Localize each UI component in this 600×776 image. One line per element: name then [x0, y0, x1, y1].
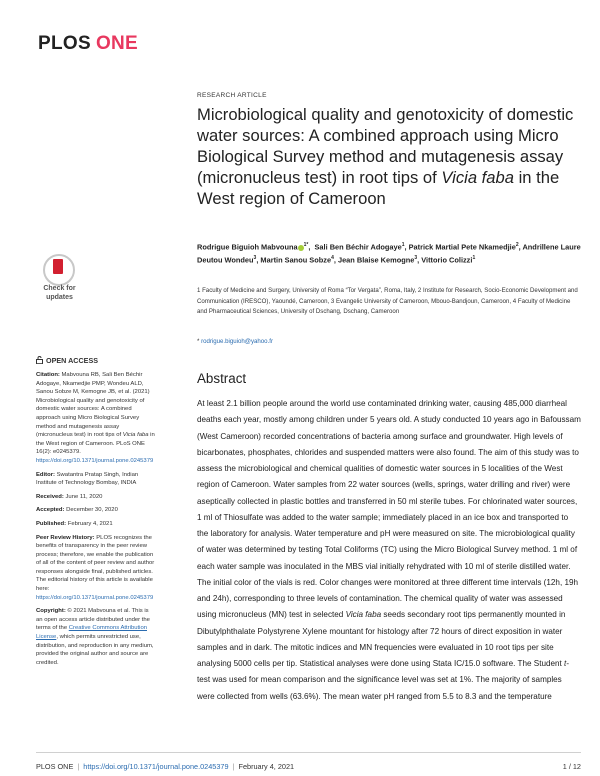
article-type: RESEARCH ARTICLE: [197, 92, 267, 99]
license-link[interactable]: Creative Commons Attribution License: [36, 625, 147, 641]
citation-doi-link[interactable]: https://doi.org/10.1371/journal.pone.0245379: [36, 457, 154, 464]
peer-review-block: Peer Review History: PLOS recognizes the benefits of transparency in the peer review process; therefore, we enable the publication of all of the content of peer review and author responses alongside final, published articles. The editorial history of this article is available here: https://doi.org/10.1371/journal.pone.0245379: [36, 534, 155, 601]
footer-journal: PLOS ONE: [36, 762, 74, 771]
author-name: Vittorio Colizzi: [421, 255, 473, 265]
check-for-updates-label: Check for updates: [43, 285, 76, 301]
published-date: Published: February 4, 2021: [36, 520, 113, 527]
accepted-date: Accepted: December 30, 2020: [36, 507, 118, 514]
logo-one: ONE: [95, 33, 139, 54]
corresponding-email-link[interactable]: rodrigue.biguioh@yahoo.fr: [201, 338, 273, 345]
peer-review-link[interactable]: https://doi.org/10.1371/journal.pone.0245379: [36, 594, 154, 601]
open-lock-icon: [36, 356, 43, 364]
bookmark-icon: [53, 259, 63, 274]
author-name: Jean Blaise Kemogne: [337, 255, 415, 265]
article-title: Microbiological quality and genotoxicity of domestic water sources: A combined approach using Micro Biological Survey method and mutagenesis assay (micronucleus test) in root tips of Vicia faba in the West region of Cameroon: [197, 105, 574, 208]
check-for-updates-badge[interactable]: [35, 253, 84, 309]
author-name: Rodrigue Biguioh Mabvouna: [197, 242, 298, 252]
affiliations: 1 Faculty of Medicine and Surgery, University of Roma “Tor Vergata”, Roma, Italy, 2 Institute for Research, Socio-Economic Development and Communication (IRESCO), Yaoundé, Cameroon, 3 Evangelic University of Cameroon, Mbouo-Bandjoun, Cameroon, 4 Faculty of Medicine and Pharmaceutical Sciences, University of Dschang, Dschang, Cameroon: [197, 287, 578, 316]
footer-date: February 4, 2021: [238, 762, 295, 771]
abstract-heading: Abstract: [197, 371, 247, 386]
footer-divider: [36, 752, 581, 753]
author-list: Rodrigue Biguioh Mabvouna $^{1*}$, Sali Ben Béchir Adogaye$^1$, Patrick Martial Pete Nkamedjie$^2$, Andrillene Laure Deutou Wondeu$^3$, Martin Sanou Sobze$^4$, Jean Blaise Kemogne$^3$, Vittorio Colizzi$^1$: [197, 242, 581, 265]
open-access-label: OPEN ACCESS: [36, 356, 98, 365]
logo-plos: PLOS: [38, 33, 91, 54]
page-footer: PLOS ONE | https://doi.org/10.1371/journal.pone.0245379 | February 4, 2021: [36, 762, 295, 771]
author-name: Patrick Martial Pete Nkamedjie: [408, 242, 516, 252]
page-number: 1 / 12: [562, 762, 581, 771]
footer-doi-link[interactable]: https://doi.org/10.1371/journal.pone.0245379: [83, 762, 229, 771]
citation-block: Citation: Mabvouna RB, Sali Ben Béchir Adogaye, Nkamedjie PMP, Wondeu ALD, Sanou Sobze M, Kemogne JB, et al. (2021) Microbiological quality and genotoxicity of domestic water sources: A combined approach using Micro Biological Survey method and mutagenesis assay (micronucleus test) in root tips of Vicia faba in the West region of Cameroon. PLoS ONE 16(2): e0245379. https://doi.org/10.1371/journal.pone.0245379: [36, 372, 155, 464]
corresponding-author: * rodrigue.biguioh@yahoo.fr: [197, 338, 273, 345]
copyright-block: Copyright: © 2021 Mabvouna et al. This is an open access article distributed under the terms of the Creative Commons Attribution License, which permits unrestricted use, distribution, and reproduction in any medium, provided the original author and source are credited.: [36, 608, 154, 666]
author-name: Andrillene Laure Deutou Wondeu: [197, 242, 581, 265]
author-name: Martin Sanou Sobze: [260, 255, 332, 265]
editor-block: Editor: Swatantra Pratap Singh, Indian Institute of Technology Bombay, INDIA: [36, 471, 139, 487]
plos-one-logo[interactable]: [38, 33, 138, 55]
abstract-text: At least 2.1 billion people around the world use contaminated drinking water, causing 485,000 diarrheal deaths each year, mostly among children under 5 years old. A study conducted 10 years ago in Bafoussam (West Cameroon) recorded concentrations of bacteria among surface and groundwater. High levels of bicarbonates, phosphates, chlorides and suspended matters were also found. The aim of this study was to assess the microbiological and chemical qualities of domestic water sources in 5 localities of the West region of Cameroon. Water samples from 22 water sources (wells, springs, water drilling and river) were aseptically collected in plastic bottles and transferred in 50 ml sterile tubes. For chlorinated water sources, 1 ml of Thiosulfate was added to the water sample; immediately placed in an ice box and transported to the laboratory for analysis. Water temperature and pH were measured on site. The microbiological quality of water was determined by testing Total Coliforms (TC) using the Micro Biological Survey method. 1 ml of each water sample was inoculated in the MBS vial initially rehydrated with 10 ml of sterile distilled water. The initial color of the vials is red. Color changes were monitored at three different time intervals (12h, 19h and 24h), corresponding to three levels of contamination. The chemical quality of water was assessed using micronucleus (MN) test in selected Vicia faba seeds secondary root tips permanently mounted in Dibutylphthalate Polystyrene Xylene mountant for histology after 72 hours of direct exposition in water samples and in dark. The mitotic indices and MN frequencies were evaluated in 10 root tips per site analysing 5000 cells per tip. Statistical analyses were done using Stata IC/15.0 software. The Student t-test was used for mean comparison and the significance level was set at 1%. The majority of samples were collected from wells (63.6%). The mean water pH ranged from 5.5 to 8.3 and the temperature: [197, 399, 581, 701]
author-name: Sali Ben Béchir Adogaye: [314, 242, 402, 252]
received-date: Received: June 11, 2020: [36, 493, 103, 500]
article-info-sidebar: [36, 371, 156, 672]
